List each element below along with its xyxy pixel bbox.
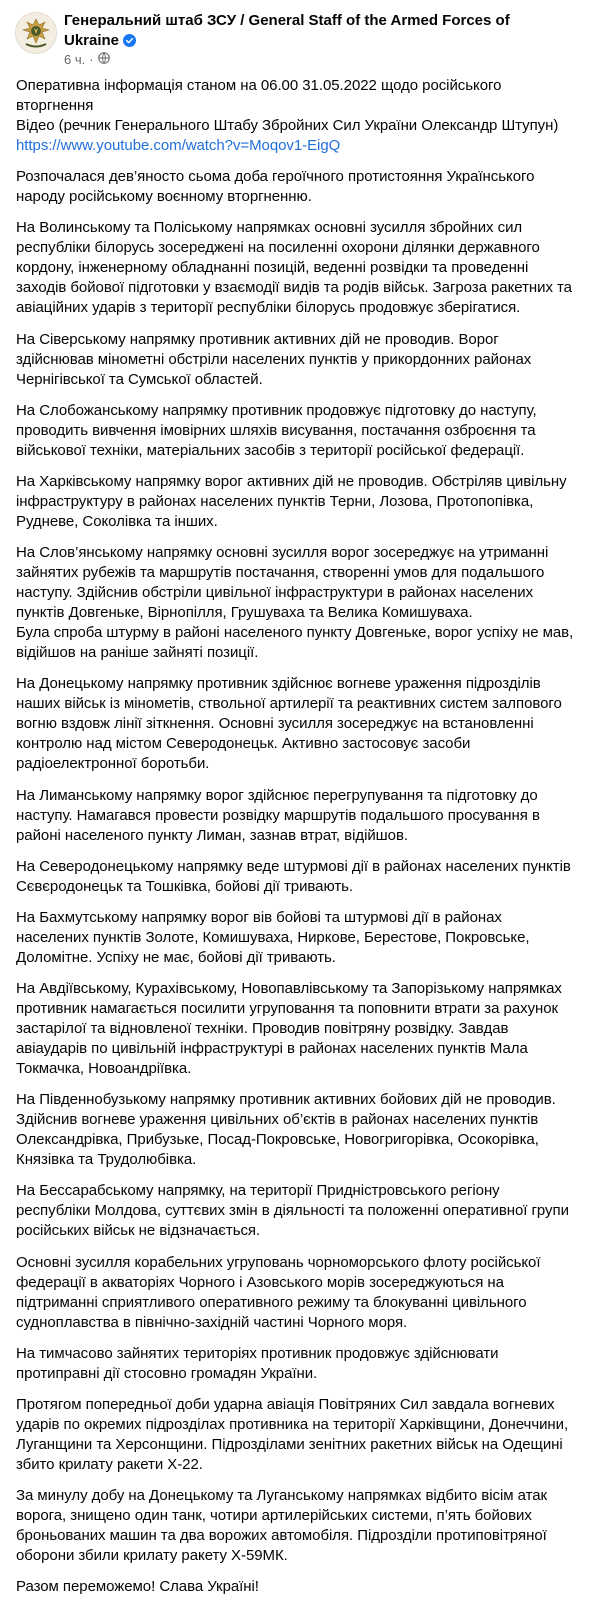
intro-line-2: Відео (речник Генерального Штабу Збройних Сил України Олександр Штупун) bbox=[16, 117, 559, 134]
intro-line-1: Оперативна інформація станом на 06.00 31.05.2022 щодо російського вторгнення bbox=[16, 77, 502, 114]
post-paragraph: На Авдіївському, Курахівському, Новопавлівському та Запорізькому напрямках противник намагається посилити угруповання та поповнити втрати за рахунок застарілої та відновленої техніки. Проводив повітряну розвідку. Завдав авіаударів по цивільній інфраструктурі в районах населених пунктів Мала Токмачка, Новоандріївка. bbox=[16, 980, 562, 1078]
post-meta bbox=[64, 52, 110, 68]
paragraph-line: Була спроба штурму в районі населеного пункту Довгеньке, ворог успіху не мав, відійшов на раніше зайняті позиції. bbox=[16, 624, 574, 662]
page-name[interactable]: Генеральний штаб ЗСУ / General Staff of the Armed Forces of Ukraine bbox=[64, 12, 510, 49]
post-paragraph: На Бахмутському напрямку ворог вів бойові та штурмові дії в районах населених пунктів Золоте, Комишуваха, Ниркове, Берестове, Покровське, Доломітне. Успіху не має, бойові дії тривають. bbox=[16, 908, 530, 966]
post-paragraph: Разом переможемо! Слава Україні! bbox=[16, 1578, 259, 1596]
post-paragraph: На Лиманському напрямку ворог здійснює перегрупування та підготовку до наступу. Намагався провести розвідку маршрутів подальшого просування в районі населеного пункту Лиман, зазнав втрат, відійшов. bbox=[16, 786, 540, 844]
globe-icon[interactable] bbox=[98, 52, 110, 68]
post-paragraph: Протягом попередньої доби ударна авіація Повітряних Сил завдала вогневих ударів по окремих підрозділах противника на території Харківщини, Донеччини, Луганщини та Херсонщини. Підрозділами зенітних ракетних військ на Одещині збито крилату ракети Х-22. bbox=[16, 1396, 569, 1473]
post-paragraph: На Волинському та Поліському напрямках основні зусилля збройних сил республіки білорусь зосереджені на посиленні охорони ділянки державного кордону, інженерному обладнанні позицій, веденні розвідки та проведенні заходів бойової підготовки у взаємодії видів та родів військ. Загроза ракетних та авіаційних ударів з території республіки білорусь продовжує зберігатися. bbox=[16, 219, 572, 317]
post-paragraph: Розпочалася дев’яносто сьома доба героїчного протистояння Українського народу російському воєнному вторгненню. bbox=[16, 168, 535, 206]
post-body bbox=[16, 76, 576, 1609]
post-paragraph: На Северодонецькому напрямку веде штурмові дії в районах населених пунктів Сєвєродонецьк та Тошківка, бойові дії тривають. bbox=[16, 857, 571, 895]
post-paragraph: На Слобожанському напрямку противник продовжує підготовку до наступу, проводить вивчення імовірних шляхів висування, постачання озброєння та військової техніки, матеріальних засобів з території російської федерації. bbox=[16, 401, 537, 459]
post-header bbox=[0, 0, 589, 78]
post-paragraph: На Донецькому напрямку противник здійснює вогневе ураження підрозділів наших військ із мінометів, ствольної артилерії та реактивних систем залпового вогню вздовж лінії зіткнення. Основні зусилля зосереджує на встановленні контролю над містом Северодонецьк. Активно застосовує засоби радіоелектронної боротьби. bbox=[16, 675, 562, 773]
post-timestamp[interactable]: 6 ч. bbox=[64, 52, 86, 67]
paragraph-line: На Слов’янському напрямку основні зусилля ворог зосереджує на утриманні зайнятих рубежів та маршрутів постачання, створенні умов для подальшого наступу. Здійснив обстріли цивільної інфраструктури в районах населених пунктів Довгеньке, Вірнопілля, Грушуваха та Велика Комишуваха. bbox=[16, 544, 549, 622]
post-paragraph: На Південнобузькому напрямку противник активних бойових дій не проводив. Здійснив вогневе ураження цивільних об’єктів в районах населених пунктів Олександрівка, Прибузьке, Посад-Покровське, Новогригорівка, Осокорівка, Князівка та Трудолюбівка. bbox=[16, 1091, 556, 1169]
post-paragraph: На тимчасово зайнятих територіях противник продовжує здійснювати протиправні дії стосовно громадян України. bbox=[16, 1344, 499, 1382]
post-paragraph bbox=[16, 543, 576, 663]
post-intro bbox=[16, 76, 576, 156]
post-paragraph: За минулу добу на Донецькому та Луганському напрямках відбито вісім атак ворога, знищено один танк, чотири артилерійських системи, п’ять бойових броньованих машин та два ворожих автомобіля. Підрозділи протиповітряної оборони збили крилату ракету Х-59МК. bbox=[16, 1487, 548, 1565]
page-name-link[interactable] bbox=[64, 11, 534, 53]
page-avatar[interactable] bbox=[15, 12, 57, 54]
post-paragraph: На Бессарабському напрямку, на території Придністровського регіону республіки Молдова, суттєвих змін в діяльності та положенні оперативної групи російських військ не відзначається. bbox=[16, 1182, 569, 1240]
verified-badge-icon bbox=[123, 33, 136, 53]
video-link[interactable]: https://www.youtube.com/watch?v=Moqov1-EigQ bbox=[16, 137, 341, 154]
post-paragraph: На Харківському напрямку ворог активних дій не проводив. Обстріляв цивільну інфраструктуру в районах населених пунктів Терни, Лозова, Протопопівка, Рудневе, Соколівка та інших. bbox=[16, 472, 567, 530]
general-staff-emblem-icon bbox=[16, 13, 56, 53]
post-paragraph: Основні зусилля корабельних угруповань чорноморського флоту російської федерації в акваторіях Чорного і Азовського морів зосереджуються на підтриманні сприятливого оперативного режиму та блокуванні цивільного судноплавства в північно-західній частині Чорного моря. bbox=[16, 1253, 541, 1331]
meta-separator: · bbox=[89, 52, 94, 67]
post-paragraph: На Сіверському напрямку противник активних дій не проводив. Ворог здійснював мінометні обстріли населених пунктів у прикордонних районах Чернігівської та Сумської областей. bbox=[16, 330, 532, 388]
